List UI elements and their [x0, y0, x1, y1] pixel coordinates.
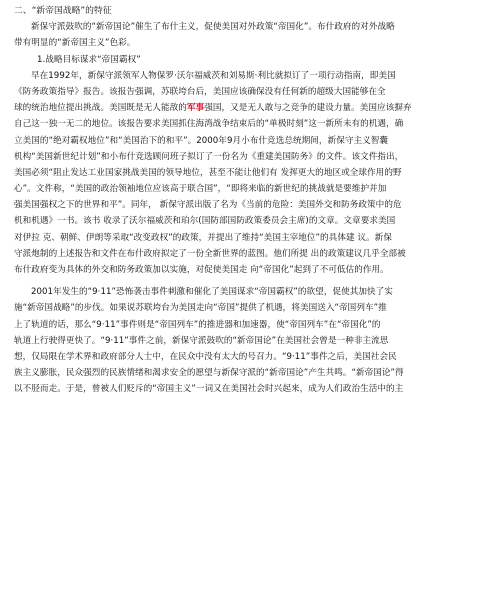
paragraph-2	[14, 284, 483, 397]
paragraph-1	[14, 68, 483, 278]
text-run: 强国，又是无人敢与之竞争的建设力量。美国应该摒弃	[204, 103, 412, 114]
paragraph-line: 2001年发生的“9·11”恐怖袭击事件刺激和催化了美国谋求“帝国霸权”的欲望，促使其加快了实	[31, 287, 393, 298]
paragraph-line: 族主义膨胀，民众强烈的民族情绪和渴求安全的愿望与新保守派的“新帝国论”产生共鸣。“新帝国论”得	[14, 368, 404, 379]
paragraph-line: 上了轨道的话，那么“9·11”事件则是“帝国列车”的推进器和加速器，使“帝国列车”在“帝国化”的	[14, 319, 381, 330]
highlighted-term: 军事	[186, 103, 205, 114]
paragraph-line	[14, 100, 483, 116]
paragraph-line: 施“新帝国战略”的步伐。如果说苏联垮台为美国走向“帝国”提供了机遇，将美国送入“帝国列车”推	[14, 303, 387, 314]
paragraph-line: 心”。文件称，“美国的政治领袖地位应该高于联合国”，“即将来临的新世纪的挑战就是要维护并加	[14, 184, 387, 195]
paragraph-line: 对伊拉 克、朝鲜、伊朗等采取“改变政权”的政策，并提出了维持“美国主宰地位”的具体建 议。新保	[14, 232, 392, 243]
paragraph-line: 机构“美国新世纪计划”和小布什竞选顾问班子拟订了一份名为《重建美国防务》的文件。该文件指出，	[14, 151, 404, 162]
paragraph-line: 机和机遇》一书。该书 收录了沃尔福威茨和珀尔(国防部国防政策委员会主席)的文章。文章要求美国	[14, 216, 396, 227]
intro-line-1: 新保守派鼓吹的“新帝国论”催生了布什主义，促使美国对外政策“帝国化”。布什政府的对外战略	[31, 22, 395, 33]
paragraph-line: 强美国强权之下的世界和平”。同年， 新保守派出版了名为《当前的危险：美国外交和防务政策中的危	[14, 200, 402, 211]
paragraph-line: 《防务政策指导》报告。该报告强调，苏联垮台后，美国应该确保没有任何新的超级大国能够在全	[14, 86, 386, 97]
text-run: 球的统治地位提出挑战。美国既是无人能敌的	[14, 103, 187, 114]
paragraph-line: 布什政府变为具体的外交和防务政策加以实施，对促使美国走 向“帝国化”起到了不可低估的作用。	[14, 265, 389, 275]
paragraph-line: 以不胫而走。于是，曾被人们贬斥的“帝国主义”一词又在美国社会时兴起来，成为人们政治生活中的主	[14, 384, 404, 395]
paragraph-line: 轨道上行驶得更快了。“9·11”事件之前，新保守派鼓吹的“新帝国论”在美国社会曾是一种非主流思	[14, 335, 389, 346]
intro-line-2: 带有明显的“新帝国主义”色彩。	[14, 38, 136, 49]
section-title: 二、“新帝国战略”的特征	[14, 6, 112, 16]
subsection-title: 1.战略目标谋求“帝国霸权”	[37, 54, 141, 65]
paragraph-line: 美国必须“阻止发达工业国家挑战美国的领导地位，甚至不能让他们有 发挥更大的地区或全球作用的野	[14, 167, 402, 178]
paragraph-line: 守派炮制的上述报告和文件在布什政府拟定了一份全新世界的蓝图。他们所提 出的政策建议几乎全部被	[14, 248, 406, 259]
paragraph-line: 早在1992年，新保守派领军人物保罗·沃尔福威茨和刘易斯·利比就拟订了一项行动指南，即美国	[31, 70, 396, 81]
paragraph-line: 想，仅局限在学术界和政府部分人士中，在民众中没有太大的号召力。“9·11”事件之后，美国社会民	[14, 351, 397, 362]
paragraph-line: 立美国的“绝对霸权地位”和“美国治下的和平”。2000年9月小布什竞选总统期间，新保守主义智囊	[14, 135, 389, 146]
paragraph-line: 自己这一独一无二的地位。该报告要求美国抓住海湾战争结束后的“单极时刻”这一新所未有的机遇，确	[14, 119, 404, 130]
